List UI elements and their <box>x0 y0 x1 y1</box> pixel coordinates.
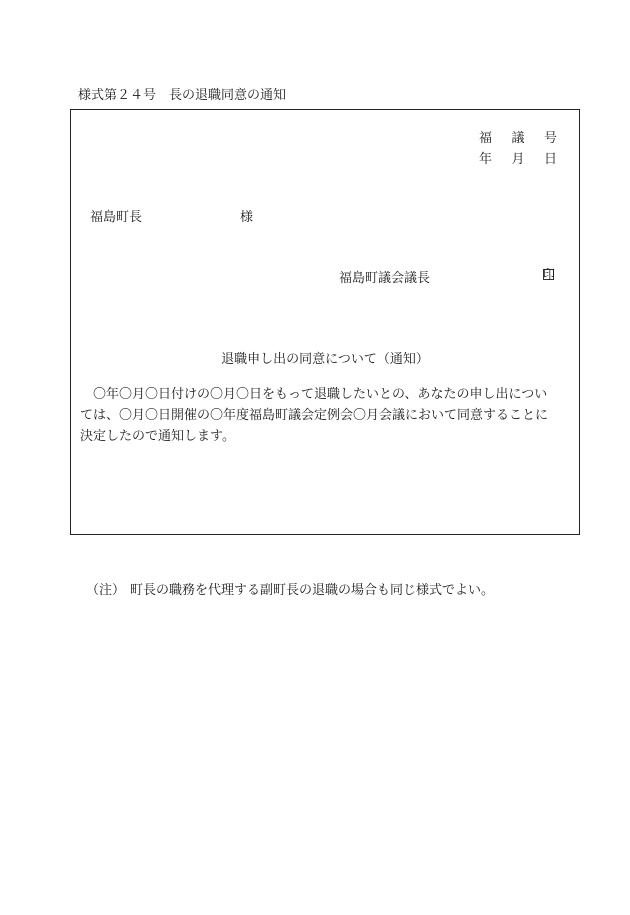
reference-date-year: 年 <box>479 152 493 167</box>
reference-date-line <box>479 149 557 170</box>
reference-number-suffix: 号 <box>543 131 557 146</box>
notice-subject: 退職申し出の同意について（通知） <box>221 352 429 367</box>
reference-number-line <box>479 128 557 149</box>
reference-date-month: 月 <box>511 152 525 167</box>
notice-body: 〇年〇月〇日付けの〇月〇日をもって退職したいとの、あなたの申し出については、〇月〇日開催の〇年度福島町議会定例会〇月会議において同意することに決定したので通知します。 <box>80 387 549 444</box>
sender-name: 福島町議会議長 <box>339 271 431 286</box>
footnote-label: （注） <box>86 583 126 598</box>
seal-mark: 印 <box>542 267 555 281</box>
reference-number-mid: 議 <box>511 131 525 146</box>
form-title: 様式第２４号 長の退職同意の通知 <box>78 88 287 103</box>
footnote <box>86 579 494 598</box>
reference-date-day: 日 <box>543 152 557 167</box>
addressee-name: 福島町長 <box>90 210 143 225</box>
reference-block <box>479 128 557 170</box>
addressee-honorific: 様 <box>240 210 254 225</box>
footnote-text: 町長の職務を代理する副町長の退職の場合も同じ様式でよい。 <box>130 583 495 598</box>
notice-frame <box>70 109 580 535</box>
reference-number-prefix: 福 <box>479 131 493 146</box>
